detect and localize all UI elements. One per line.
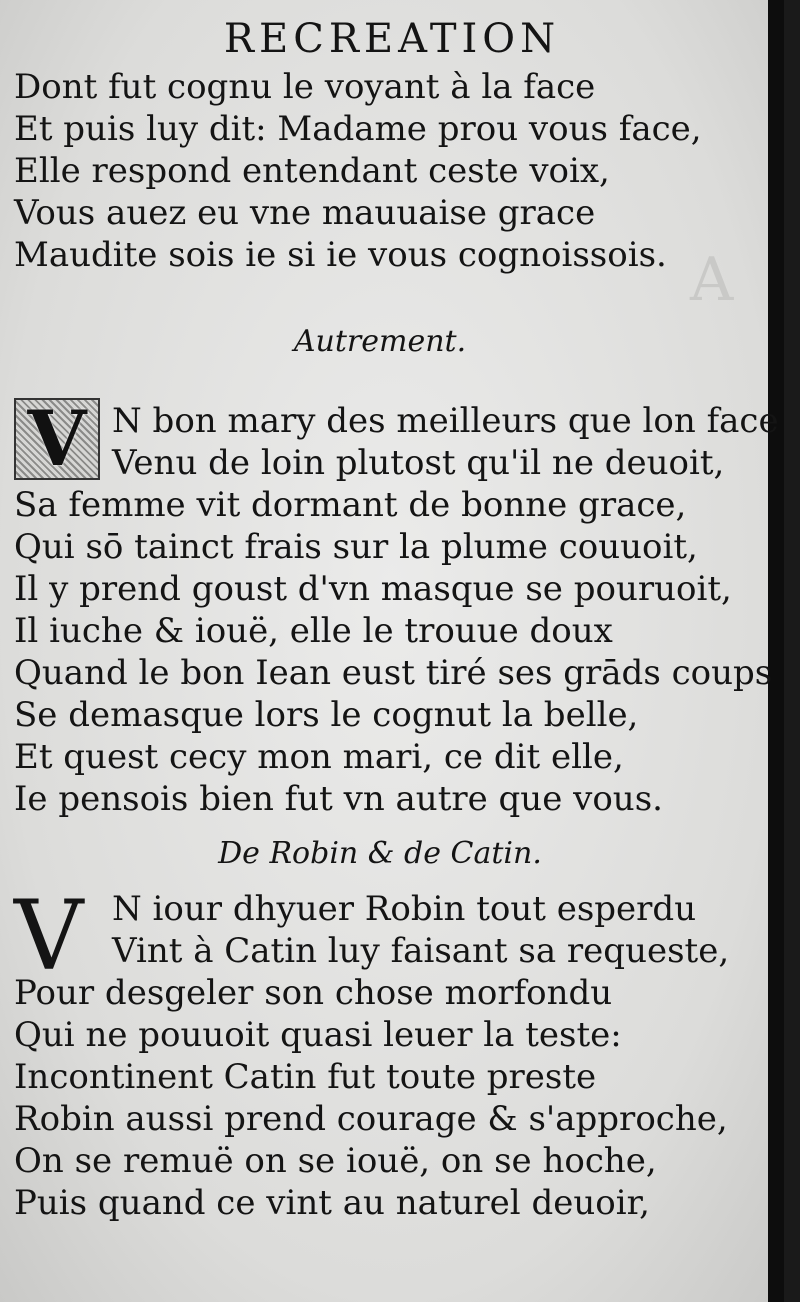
verse-line: Venu de loin plutost qu'il ne deuoit, (112, 443, 725, 483)
verse-line: Pour desgeler son chose morfondu (14, 973, 613, 1013)
verse-line: Ie pensois bien fut vn autre que vous. (14, 779, 663, 819)
verse-line: Quand le bon Iean eust tiré ses grāds coups (14, 653, 773, 693)
verse-line: Puis quand ce vint au naturel deuoir, (14, 1183, 650, 1223)
section-title-robin-catin: De Robin & de Catin. (218, 836, 542, 871)
verse-line: N bon mary des meilleurs que lon face (112, 401, 779, 441)
verse-line: Il y prend goust d'vn masque se pouruoit, (14, 569, 732, 609)
verse-line: Sa femme vit dormant de bonne grace, (14, 485, 687, 525)
verse-line: Robin aussi prend courage & s'approche, (14, 1099, 728, 1139)
verse-line: Qui ne pouuoit quasi leuer la teste: (14, 1015, 622, 1055)
bleed-through-mark: A (690, 245, 734, 315)
running-header: RECREATION (223, 16, 561, 62)
verse-line: Dont fut cognu le voyant à la face (14, 67, 596, 107)
verse-line: Incontinent Catin fut toute preste (14, 1057, 597, 1097)
book-binding-edge (768, 0, 784, 1302)
verse-line: Vous auez eu vne mauuaise grace (14, 193, 596, 233)
verse-line: On se remuë on se iouë, on se hoche, (14, 1141, 657, 1181)
drop-cap-letter: V (27, 394, 87, 483)
verse-line: Se demasque lors le cognut la belle, (14, 695, 639, 735)
ornate-drop-cap (14, 394, 100, 483)
verse-line: Vint à Catin luy faisant sa requeste, (112, 931, 730, 971)
verse-line: N iour dhyuer Robin tout esperdu (112, 889, 697, 929)
verse-line: Elle respond entendant ceste voix, (14, 151, 610, 191)
drop-cap-letter: V (14, 880, 84, 992)
verse-line: Et quest cecy mon mari, ce dit elle, (14, 737, 624, 777)
verse-line: Et puis luy dit: Madame prou vous face, (14, 109, 702, 149)
section-title-autrement: Autrement. (293, 324, 467, 359)
verse-line: Il iuche & iouë, elle le trouue doux (14, 611, 613, 651)
verse-line: Qui sō tainct frais sur la plume couuoit, (14, 527, 698, 567)
verse-line: Maudite sois ie si ie vous cognoissois. (14, 235, 667, 275)
